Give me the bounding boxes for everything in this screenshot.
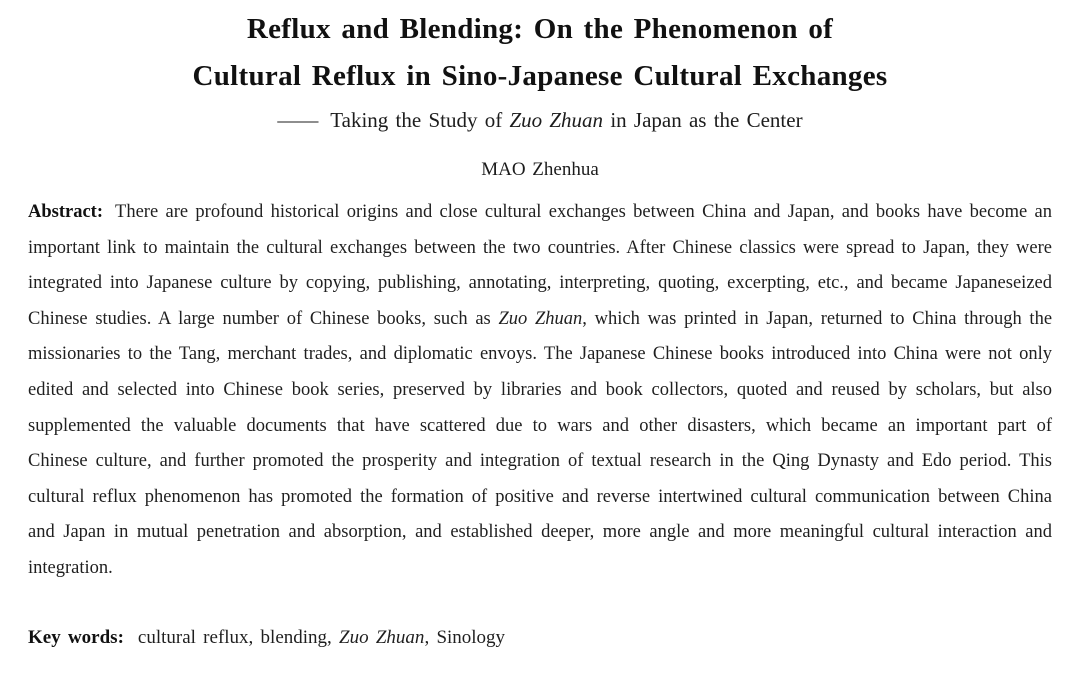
paper-title-line-2: Cultural Reflux in Sino-Japanese Cultural Exchanges [192,60,888,92]
paper-subtitle [28,106,1052,134]
abstract-text-1: There are profound historical origins and close cultural exchanges between China and Japan, and books have become an important link to maintain the cultural exchanges between the two countries. After Chinese classics were spread to Japan, they were integrated into Japanese culture by copying, publishing, annotating, interpreting, quoting, excerpting, etc., and became Japaneseized Chinese studies. A large number of Chinese books, such as [28,202,1052,329]
paper-title [28,6,1052,100]
subtitle-text-post: in Japan as the Center [610,108,803,132]
abstract-italic-term: Zuo Zhuan [498,308,583,329]
subtitle-text-pre: Taking the Study of [330,108,503,132]
subtitle-italic-term: Zuo Zhuan [509,108,604,132]
keywords-line [28,625,1052,651]
keywords-text-post: , Sinology [424,626,506,648]
abstract-paragraph [28,195,1052,587]
keywords-text-pre: cultural reflux, blending, [137,626,332,648]
abstract-label: Abstract: [28,202,104,222]
author-name: MAO Zhenhua [481,159,599,180]
keywords-italic-term: Zuo Zhuan [339,626,425,648]
keywords-label: Key words: [28,626,124,648]
subtitle-dash: —— [277,108,318,132]
paper-title-line-1: Reflux and Blending: On the Phenomenon of [246,13,834,45]
abstract-text-2: , which was printed in Japan, returned to China through the missionaries to the Tang, merchant trades, and diplomatic envoys. The Japanese Chinese books introduced into China were not only edited and selected into Chinese book series, preserved by libraries and book collectors, quoted and reused by scholars, but also supplemented the valuable documents that have scattered due to wars and other disasters, which became an important part of Chinese culture, and further promoted the prosperity and integration of textual research in the Qing Dynasty and Edo period. This cultural reflux phenomenon has promoted the formation of positive and reverse intertwined cultural communication between China and Japan in mutual penetration and absorption, and established deeper, more angle and more meaningful cultural interaction and integration. [28,308,1053,578]
